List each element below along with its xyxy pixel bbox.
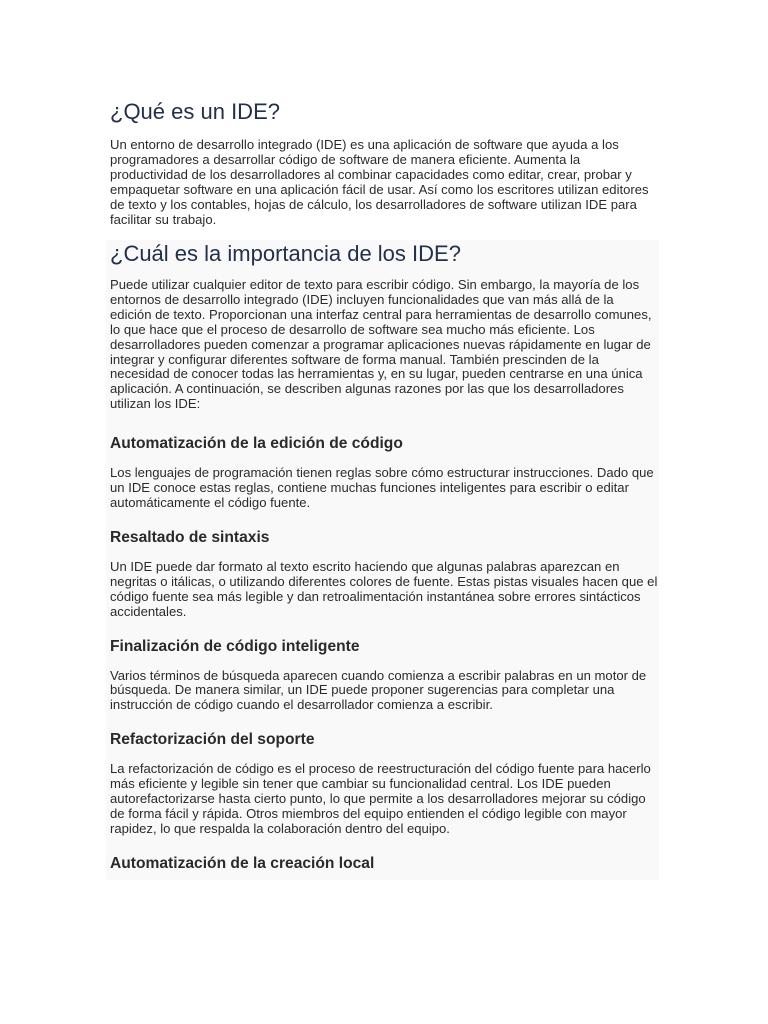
paragraph-refactoring-support: La refactorización de código es el proceso de reestructuración del código fuente para hacerlo más eficiente y legible sin tener que cambiar su funcionalidad central. Los IDE pueden autorefactorizarse hasta cierto punto, lo que permite a los desarrolladores mejorar su código de forma fácil y rápida. Otros miembros del equipo entienden el código legible con mayor rapidez, lo que respalda la colaboración dentro del equipo.	[110, 761, 651, 836]
heading-code-editing-automation: Automatización de la edición de código	[110, 435, 403, 453]
heading-local-build-automation: Automatización de la creación local	[110, 854, 375, 872]
subsection-syntax-highlighting	[110, 528, 658, 620]
paragraph-code-editing-automation: Los lenguajes de programación tienen reglas sobre cómo estructurar instrucciones. Dado que un IDE conoce estas reglas, contiene muchas funciones inteligentes para escribir o editar automáticamente el código fuente.	[110, 465, 654, 510]
subsection-intelligent-completion	[110, 637, 658, 714]
paragraph-importance-ide: Puede utilizar cualquier editor de texto para escribir código. Sin embargo, la mayoría de los entornos de desarrollo integrado (IDE) incluyen funcionalidades que van más allá de la edición de texto. Proporcionan una interfaz central para herramientas de desarrollo comunes, lo que hace que el proceso de desarrollo de software sea mucho más eficiente. Los desarrolladores pueden comenzar a programar aplicaciones nuevas rápidamente en lugar de integrar y configurar diferentes software de forma manual. También prescinden de la necesidad de conocer todas las herramientas y, en su lugar, pueden centrarse en una única aplicación. A continuación, se describen algunas razones por las que los desarrolladores utilizan los IDE:	[110, 277, 652, 412]
section-importance-ide	[110, 240, 658, 874]
paragraph-intelligent-completion: Varios términos de búsqueda aparecen cuando comienza a escribir palabras en un motor de búsqueda. De manera similar, un IDE puede proponer sugerencias para completar una instrucción de código cuando el desarrollador comienza a escribir.	[110, 667, 647, 713]
heading-what-is-ide: ¿Qué es un IDE?	[110, 99, 280, 124]
heading-refactoring-support: Refactorización del soporte	[110, 731, 315, 749]
subsection-code-editing-automation	[110, 434, 658, 511]
section-what-is-ide	[110, 98, 658, 227]
paragraph-syntax-highlighting: Un IDE puede dar formato al texto escrito haciendo que algunas palabras aparezcan en negritas o itálicas, o utilizando diferentes colores de fuente. Estas pistas visuales hacen que el código fuente sea más legible y dan retroalimentación instantánea sobre errores sintácticos accidentales.	[110, 558, 658, 619]
heading-intelligent-completion: Finalización de código inteligente	[110, 637, 360, 655]
subsection-refactoring-support	[110, 730, 658, 837]
heading-syntax-highlighting: Resaltado de sintaxis	[110, 528, 270, 546]
paragraph-what-is-ide: Un entorno de desarrollo integrado (IDE) es una aplicación de software que ayuda a los programadores a desarrollar código de software de manera eficiente. Aumenta la productividad de los desarrolladores al combinar capacidades como editar, crear, probar y empaquetar software en una aplicación fácil de usar. Así como los escritores utilizan editores de texto y los contables, hojas de cálculo, los desarrolladores de software utilizan IDE para facilitar su trabajo.	[110, 137, 649, 227]
heading-importance-ide: ¿Cuál es la importancia de los IDE?	[110, 241, 461, 266]
subsection-local-build-automation	[110, 854, 658, 874]
